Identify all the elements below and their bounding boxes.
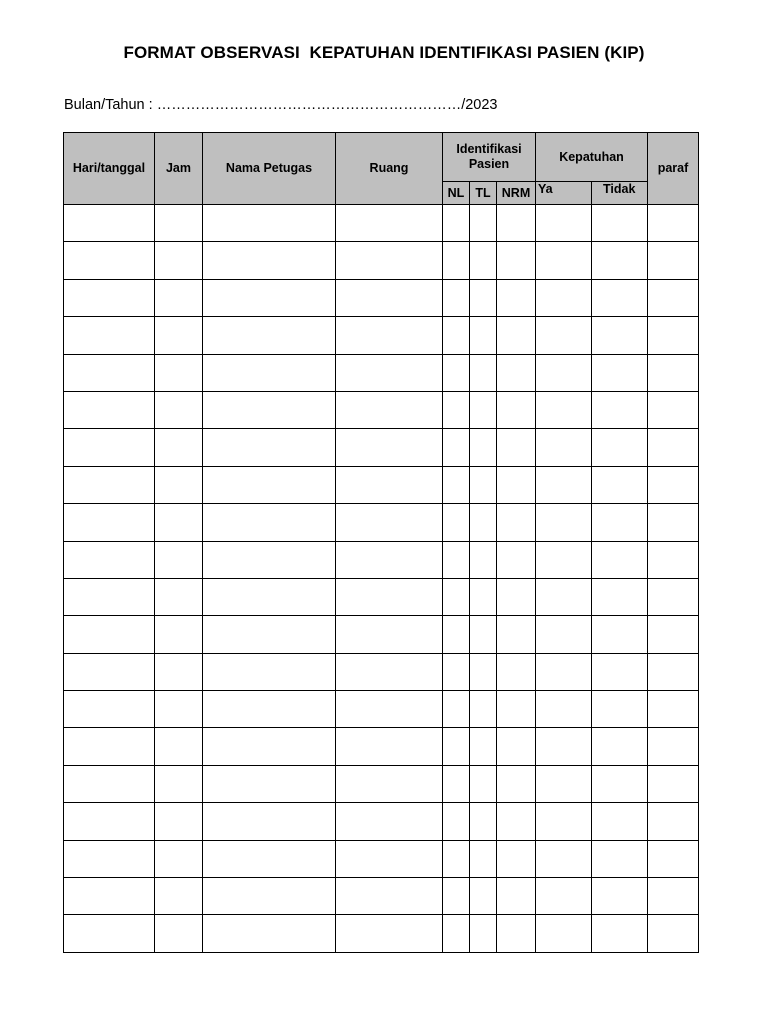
cell-nrm[interactable] — [497, 728, 536, 765]
cell-nrm[interactable] — [497, 317, 536, 354]
cell-nl[interactable] — [443, 429, 470, 466]
cell-officer-name[interactable] — [203, 504, 336, 541]
cell-no[interactable] — [592, 803, 648, 840]
cell-date[interactable] — [64, 242, 155, 279]
cell-signature[interactable] — [648, 466, 699, 503]
cell-date[interactable] — [64, 429, 155, 466]
table-row — [64, 765, 699, 802]
cell-date[interactable] — [64, 541, 155, 578]
cell-time[interactable] — [155, 504, 203, 541]
cell-time[interactable] — [155, 391, 203, 428]
cell-tl[interactable] — [470, 840, 497, 877]
cell-time[interactable] — [155, 653, 203, 690]
cell-yes[interactable] — [536, 354, 592, 391]
cell-officer-name[interactable] — [203, 728, 336, 765]
cell-yes[interactable] — [536, 541, 592, 578]
cell-no[interactable] — [592, 205, 648, 242]
cell-officer-name[interactable] — [203, 391, 336, 428]
cell-signature[interactable] — [648, 878, 699, 915]
table-row — [64, 391, 699, 428]
cell-yes[interactable] — [536, 242, 592, 279]
table-row — [64, 242, 699, 279]
table-row — [64, 840, 699, 877]
cell-signature[interactable] — [648, 279, 699, 316]
table-row — [64, 541, 699, 578]
cell-time[interactable] — [155, 803, 203, 840]
cell-room[interactable] — [336, 242, 443, 279]
cell-no[interactable] — [592, 691, 648, 728]
cell-nl[interactable] — [443, 691, 470, 728]
cell-room[interactable] — [336, 541, 443, 578]
header-date: Hari/tanggal — [64, 133, 155, 205]
cell-no[interactable] — [592, 878, 648, 915]
period-label: Bulan/Tahun : ………………………………………………………/2023 — [64, 97, 498, 113]
cell-nrm[interactable] — [497, 578, 536, 615]
cell-room[interactable] — [336, 616, 443, 653]
cell-nl[interactable] — [443, 242, 470, 279]
cell-room[interactable] — [336, 728, 443, 765]
cell-signature[interactable] — [648, 541, 699, 578]
cell-yes[interactable] — [536, 915, 592, 952]
subheader-yes: Ya — [536, 182, 592, 205]
cell-no[interactable] — [592, 279, 648, 316]
cell-yes[interactable] — [536, 840, 592, 877]
cell-tl[interactable] — [470, 691, 497, 728]
cell-yes[interactable] — [536, 578, 592, 615]
cell-room[interactable] — [336, 691, 443, 728]
cell-time[interactable] — [155, 578, 203, 615]
cell-room[interactable] — [336, 840, 443, 877]
cell-no[interactable] — [592, 653, 648, 690]
cell-officer-name[interactable] — [203, 279, 336, 316]
cell-nl[interactable] — [443, 915, 470, 952]
cell-nl[interactable] — [443, 391, 470, 428]
cell-tl[interactable] — [470, 803, 497, 840]
cell-date[interactable] — [64, 279, 155, 316]
cell-yes[interactable] — [536, 205, 592, 242]
cell-no[interactable] — [592, 429, 648, 466]
cell-officer-name[interactable] — [203, 317, 336, 354]
cell-signature[interactable] — [648, 354, 699, 391]
cell-date[interactable] — [64, 466, 155, 503]
cell-date[interactable] — [64, 878, 155, 915]
cell-yes[interactable] — [536, 728, 592, 765]
header-patient-identification: Identifikasi Pasien — [443, 133, 536, 182]
cell-officer-name[interactable] — [203, 242, 336, 279]
cell-nl[interactable] — [443, 279, 470, 316]
cell-signature[interactable] — [648, 317, 699, 354]
subheader-nl: NL — [443, 182, 470, 205]
cell-signature[interactable] — [648, 616, 699, 653]
cell-signature[interactable] — [648, 578, 699, 615]
cell-room[interactable] — [336, 466, 443, 503]
cell-tl[interactable] — [470, 616, 497, 653]
table-row — [64, 279, 699, 316]
cell-date[interactable] — [64, 728, 155, 765]
cell-officer-name[interactable] — [203, 878, 336, 915]
cell-nl[interactable] — [443, 653, 470, 690]
cell-officer-name[interactable] — [203, 616, 336, 653]
cell-signature[interactable] — [648, 653, 699, 690]
cell-signature[interactable] — [648, 429, 699, 466]
cell-officer-name[interactable] — [203, 653, 336, 690]
cell-officer-name[interactable] — [203, 578, 336, 615]
table-body — [64, 205, 699, 953]
cell-nrm[interactable] — [497, 691, 536, 728]
table-row — [64, 616, 699, 653]
cell-nl[interactable] — [443, 765, 470, 802]
cell-yes[interactable] — [536, 317, 592, 354]
cell-date[interactable] — [64, 205, 155, 242]
cell-nrm[interactable] — [497, 803, 536, 840]
cell-nrm[interactable] — [497, 279, 536, 316]
cell-nrm[interactable] — [497, 915, 536, 952]
cell-nl[interactable] — [443, 354, 470, 391]
cell-tl[interactable] — [470, 205, 497, 242]
cell-time[interactable] — [155, 317, 203, 354]
cell-officer-name[interactable] — [203, 466, 336, 503]
cell-nl[interactable] — [443, 728, 470, 765]
cell-nl[interactable] — [443, 803, 470, 840]
observation-table — [63, 132, 699, 953]
cell-nrm[interactable] — [497, 765, 536, 802]
cell-signature[interactable] — [648, 765, 699, 802]
cell-date[interactable] — [64, 803, 155, 840]
cell-yes[interactable] — [536, 466, 592, 503]
header-compliance: Kepatuhan — [536, 133, 648, 182]
cell-room[interactable] — [336, 279, 443, 316]
subheader-tl: TL — [470, 182, 497, 205]
cell-time[interactable] — [155, 840, 203, 877]
cell-nl[interactable] — [443, 205, 470, 242]
cell-time[interactable] — [155, 616, 203, 653]
subheader-no: Tidak — [592, 182, 648, 205]
cell-nl[interactable] — [443, 840, 470, 877]
cell-no[interactable] — [592, 578, 648, 615]
cell-yes[interactable] — [536, 878, 592, 915]
cell-no[interactable] — [592, 391, 648, 428]
cell-time[interactable] — [155, 765, 203, 802]
cell-date[interactable] — [64, 840, 155, 877]
header-room: Ruang — [336, 133, 443, 205]
cell-nrm[interactable] — [497, 653, 536, 690]
table-row — [64, 504, 699, 541]
cell-nl[interactable] — [443, 616, 470, 653]
table-row — [64, 915, 699, 952]
cell-no[interactable] — [592, 317, 648, 354]
cell-officer-name[interactable] — [203, 429, 336, 466]
cell-room[interactable] — [336, 915, 443, 952]
cell-officer-name[interactable] — [203, 765, 336, 802]
header-time: Jam — [155, 133, 203, 205]
cell-tl[interactable] — [470, 429, 497, 466]
cell-tl[interactable] — [470, 504, 497, 541]
cell-time[interactable] — [155, 429, 203, 466]
table-row — [64, 205, 699, 242]
table-row — [64, 803, 699, 840]
cell-officer-name[interactable] — [203, 840, 336, 877]
cell-date[interactable] — [64, 765, 155, 802]
cell-signature[interactable] — [648, 691, 699, 728]
cell-yes[interactable] — [536, 765, 592, 802]
cell-nl[interactable] — [443, 878, 470, 915]
cell-officer-name[interactable] — [203, 803, 336, 840]
document-title: FORMAT OBSERVASI KEPATUHAN IDENTIFIKASI PASIEN (KIP) — [123, 43, 645, 62]
cell-time[interactable] — [155, 728, 203, 765]
cell-nrm[interactable] — [497, 878, 536, 915]
cell-nrm[interactable] — [497, 205, 536, 242]
cell-time[interactable] — [155, 541, 203, 578]
cell-yes[interactable] — [536, 616, 592, 653]
cell-officer-name[interactable] — [203, 354, 336, 391]
cell-tl[interactable] — [470, 354, 497, 391]
cell-yes[interactable] — [536, 391, 592, 428]
cell-tl[interactable] — [470, 317, 497, 354]
table-row — [64, 578, 699, 615]
cell-room[interactable] — [336, 653, 443, 690]
cell-room[interactable] — [336, 354, 443, 391]
cell-yes[interactable] — [536, 691, 592, 728]
cell-no[interactable] — [592, 915, 648, 952]
cell-nl[interactable] — [443, 578, 470, 615]
table-row — [64, 878, 699, 915]
cell-nl[interactable] — [443, 504, 470, 541]
cell-date[interactable] — [64, 578, 155, 615]
cell-nrm[interactable] — [497, 429, 536, 466]
cell-no[interactable] — [592, 840, 648, 877]
cell-room[interactable] — [336, 878, 443, 915]
cell-officer-name[interactable] — [203, 691, 336, 728]
cell-yes[interactable] — [536, 803, 592, 840]
cell-no[interactable] — [592, 354, 648, 391]
cell-tl[interactable] — [470, 765, 497, 802]
cell-room[interactable] — [336, 205, 443, 242]
cell-signature[interactable] — [648, 803, 699, 840]
cell-tl[interactable] — [470, 728, 497, 765]
cell-no[interactable] — [592, 504, 648, 541]
cell-date[interactable] — [64, 354, 155, 391]
cell-officer-name[interactable] — [203, 205, 336, 242]
cell-room[interactable] — [336, 765, 443, 802]
cell-no[interactable] — [592, 728, 648, 765]
cell-date[interactable] — [64, 691, 155, 728]
cell-date[interactable] — [64, 317, 155, 354]
header-signature: paraf — [648, 133, 699, 205]
cell-nrm[interactable] — [497, 242, 536, 279]
cell-date[interactable] — [64, 616, 155, 653]
cell-time[interactable] — [155, 242, 203, 279]
header-officer-name: Nama Petugas — [203, 133, 336, 205]
cell-tl[interactable] — [470, 541, 497, 578]
cell-nrm[interactable] — [497, 541, 536, 578]
cell-no[interactable] — [592, 466, 648, 503]
cell-nl[interactable] — [443, 317, 470, 354]
cell-tl[interactable] — [470, 915, 497, 952]
cell-no[interactable] — [592, 541, 648, 578]
cell-date[interactable] — [64, 653, 155, 690]
cell-time[interactable] — [155, 915, 203, 952]
cell-officer-name[interactable] — [203, 541, 336, 578]
cell-nrm[interactable] — [497, 354, 536, 391]
cell-time[interactable] — [155, 205, 203, 242]
table-row — [64, 728, 699, 765]
cell-time[interactable] — [155, 354, 203, 391]
cell-room[interactable] — [336, 504, 443, 541]
cell-nrm[interactable] — [497, 391, 536, 428]
cell-signature[interactable] — [648, 504, 699, 541]
cell-nrm[interactable] — [497, 616, 536, 653]
subheader-nrm: NRM — [497, 182, 536, 205]
cell-officer-name[interactable] — [203, 915, 336, 952]
cell-nrm[interactable] — [497, 504, 536, 541]
cell-signature[interactable] — [648, 205, 699, 242]
cell-tl[interactable] — [470, 653, 497, 690]
cell-nl[interactable] — [443, 466, 470, 503]
cell-nrm[interactable] — [497, 466, 536, 503]
cell-time[interactable] — [155, 279, 203, 316]
cell-no[interactable] — [592, 242, 648, 279]
table-row — [64, 317, 699, 354]
cell-room[interactable] — [336, 391, 443, 428]
cell-yes[interactable] — [536, 504, 592, 541]
cell-time[interactable] — [155, 878, 203, 915]
cell-signature[interactable] — [648, 242, 699, 279]
cell-tl[interactable] — [470, 391, 497, 428]
cell-no[interactable] — [592, 765, 648, 802]
cell-time[interactable] — [155, 466, 203, 503]
cell-room[interactable] — [336, 317, 443, 354]
cell-tl[interactable] — [470, 466, 497, 503]
cell-room[interactable] — [336, 578, 443, 615]
cell-yes[interactable] — [536, 279, 592, 316]
cell-tl[interactable] — [470, 279, 497, 316]
cell-tl[interactable] — [470, 242, 497, 279]
table-row — [64, 429, 699, 466]
table-row — [64, 691, 699, 728]
cell-time[interactable] — [155, 691, 203, 728]
cell-signature[interactable] — [648, 915, 699, 952]
cell-signature[interactable] — [648, 391, 699, 428]
cell-date[interactable] — [64, 391, 155, 428]
cell-tl[interactable] — [470, 578, 497, 615]
cell-signature[interactable] — [648, 728, 699, 765]
cell-signature[interactable] — [648, 840, 699, 877]
cell-date[interactable] — [64, 915, 155, 952]
cell-yes[interactable] — [536, 653, 592, 690]
table-row — [64, 466, 699, 503]
cell-nl[interactable] — [443, 541, 470, 578]
table-row — [64, 354, 699, 391]
cell-room[interactable] — [336, 803, 443, 840]
cell-no[interactable] — [592, 616, 648, 653]
cell-date[interactable] — [64, 504, 155, 541]
table-row — [64, 653, 699, 690]
cell-yes[interactable] — [536, 429, 592, 466]
cell-nrm[interactable] — [497, 840, 536, 877]
cell-room[interactable] — [336, 429, 443, 466]
cell-tl[interactable] — [470, 878, 497, 915]
